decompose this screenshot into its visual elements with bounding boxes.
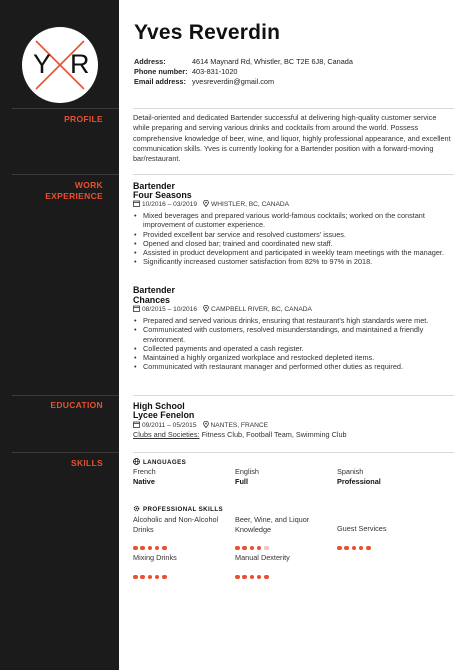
email-value: yvesreverdin@gmail.com: [192, 77, 275, 86]
rating-dot-filled: [337, 546, 342, 551]
rating-dot-filled: [352, 546, 357, 551]
location-pin-icon: [203, 200, 209, 210]
email-label: Email address:: [134, 77, 186, 86]
section-label-skills: SKILLS: [70, 458, 103, 468]
job-company: Chances: [133, 295, 170, 305]
rating-dot-filled: [242, 575, 247, 580]
clubs-value: Fitness Club, Football Team, Swimming Club: [201, 430, 347, 439]
gear-icon: [133, 505, 140, 514]
main-divider: [133, 395, 454, 396]
rating-dot-filled: [133, 575, 138, 580]
language-item: [133, 467, 156, 487]
job-company: Four Seasons: [133, 190, 192, 200]
job-dates: 08/2015 – 10/2016: [142, 306, 198, 313]
language-level: Full: [235, 477, 248, 486]
job-bullets: [133, 316, 453, 372]
section-label-education: EDUCATION: [50, 400, 103, 410]
list-item: • Communicated with customers, resolved misunderstandings, and maintained a friendly environment.: [133, 325, 453, 344]
job-title: Bartender: [133, 285, 175, 295]
contact-phone: [134, 67, 237, 77]
language-item: [337, 467, 381, 487]
skill-name: Alcoholic and Non-Alcohol Drinks: [133, 515, 219, 534]
skill-name: Manual Dexterity: [235, 553, 290, 562]
sidebar-divider: [12, 174, 119, 175]
clubs-label: Clubs and Societies:: [133, 430, 200, 439]
section-label-profile: PROFILE: [64, 114, 103, 124]
language-item: [235, 467, 259, 487]
education-location: NANTES, FRANCE: [210, 422, 269, 429]
section-label-work-line1: WORK: [74, 180, 103, 190]
education-clubs: [133, 430, 347, 440]
main-divider: [133, 108, 454, 109]
rating-dot-empty: [264, 546, 269, 551]
languages-heading-text: LANGUAGES: [143, 459, 187, 466]
rating-dot-filled: [242, 546, 247, 551]
skill-rating: [235, 537, 271, 543]
list-item: • Prepared and served various drinks, ensuring that restaurant's high standards were met.: [133, 316, 453, 325]
sidebar: [0, 0, 119, 670]
rating-dot-filled: [235, 575, 240, 580]
professional-skills-heading-text: PROFESSIONAL SKILLS: [143, 506, 224, 513]
calendar-icon: [133, 305, 140, 315]
skill-name: Guest Services: [337, 524, 387, 533]
rating-dot-filled: [162, 546, 167, 551]
job-location: CAMPBELL RIVER, BC, CANADA: [211, 306, 312, 313]
language-name: Spanish: [337, 467, 364, 476]
rating-dot-filled: [235, 546, 240, 551]
rating-dot-filled: [140, 546, 145, 551]
location-pin-icon: [203, 305, 209, 315]
skill-rating: [133, 566, 169, 572]
rating-dot-filled: [257, 546, 262, 551]
skill-rating: [133, 537, 169, 543]
job-title: Bartender: [133, 181, 175, 191]
logo-initial-first: Y: [33, 49, 52, 79]
job-meta: [133, 200, 289, 210]
sidebar-divider: [12, 395, 119, 396]
phone-label: Phone number:: [134, 67, 188, 76]
sidebar-divider: [12, 108, 119, 109]
section-label-work-line2: EXPERIENCE: [45, 191, 103, 201]
globe-icon: [133, 458, 140, 467]
section-label-work: [0, 180, 103, 202]
phone-value: 403-831-1020: [192, 67, 238, 76]
rating-dot-filled: [257, 575, 262, 580]
language-level: Professional: [337, 477, 381, 486]
language-level: Native: [133, 477, 155, 486]
rating-dot-filled: [155, 546, 160, 551]
rating-dot-filled: [148, 575, 153, 580]
job-bullets: [133, 211, 453, 267]
list-item: • Communicated with restaurant manager and performed other duties as required.: [133, 362, 453, 371]
skill-rating: [337, 537, 373, 543]
skill-name: Beer, Wine, and Liquor Knowledge: [235, 515, 310, 534]
main-divider: [133, 452, 454, 453]
logo-initial-last: R: [70, 49, 90, 79]
rating-dot-filled: [366, 546, 371, 551]
skill-rating: [235, 566, 271, 572]
languages-heading: [133, 458, 186, 467]
list-item: • Assisted in product development and participated in weekly team meetings with the manager.: [133, 248, 453, 257]
main-divider: [133, 174, 454, 175]
contact-email: [134, 77, 274, 87]
list-item: • Opened and closed bar; trained and coordinated new staff.: [133, 239, 453, 248]
list-item: • Collected payments and operated a cash register.: [133, 344, 453, 353]
list-item: • Maintained a highly organized workplace and restocked depleted items.: [133, 353, 453, 362]
skill-name: Mixing Drinks: [133, 553, 177, 562]
calendar-icon: [133, 200, 140, 210]
language-name: French: [133, 467, 156, 476]
rating-dot-filled: [133, 546, 138, 551]
job-dates: 10/2016 – 03/2019: [142, 201, 198, 208]
job-location: WHISTLER, BC, CANADA: [211, 201, 290, 208]
profile-summary: Detail-oriented and dedicated Bartender successful at delivering high-quality customer service while preparing and serving various drinks and cocktails from around the world. Possess comprehensive knowledge of beer, wine, and liquor, highly professional appearance, and excellent communication skills. Yves is currently looking for a Bartender position with a forward-moving bar/restaurant.: [133, 113, 451, 164]
education-dates: 09/2011 – 05/2015: [142, 422, 197, 429]
address-label: Address:: [134, 57, 166, 66]
education-degree: High School: [133, 401, 185, 411]
contact-address: [134, 57, 353, 67]
rating-dot-filled: [162, 575, 167, 580]
job-meta: [133, 305, 312, 315]
education-school: Lycee Fenelon: [133, 410, 195, 420]
monogram-logo: [22, 27, 98, 103]
rating-dot-filled: [250, 546, 255, 551]
list-item: • Significantly increased customer satisfaction from 82% to 97% in 2018.: [133, 257, 453, 266]
rating-dot-filled: [148, 546, 153, 551]
rating-dot-filled: [264, 575, 269, 580]
list-item: • Provided excellent bar service and resolved customers' issues.: [133, 230, 453, 239]
rating-dot-filled: [140, 575, 145, 580]
sidebar-divider: [12, 452, 119, 453]
professional-skills-heading: [133, 505, 223, 514]
rating-dot-filled: [344, 546, 349, 551]
rating-dot-filled: [250, 575, 255, 580]
address-value: 4614 Maynard Rd, Whistler, BC T2E 6J8, Canada: [192, 57, 353, 66]
list-item: • Mixed beverages and prepared various world-famous cocktails; worked on the constant improvement of customer experience.: [133, 211, 453, 230]
candidate-name: Yves Reverdin: [134, 21, 281, 44]
language-name: English: [235, 467, 259, 476]
rating-dot-filled: [359, 546, 364, 551]
rating-dot-filled: [155, 575, 160, 580]
